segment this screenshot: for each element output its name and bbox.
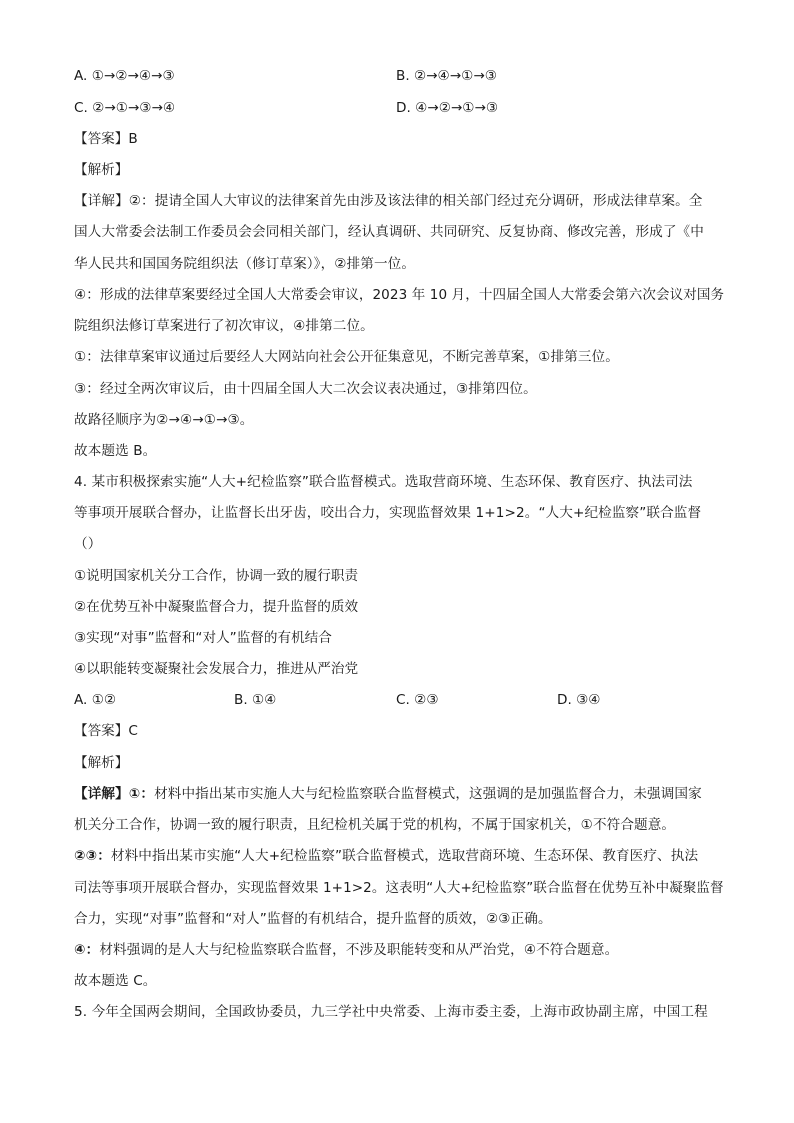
detail-marker: 【详解】①： xyxy=(74,786,155,802)
detail-marker: ②③： xyxy=(74,848,111,864)
q4-detail-line xyxy=(74,815,724,835)
q4-detail-line xyxy=(74,971,724,991)
q3-detail-line: ④：形成的法律草案要经过全国人大常委会审议，2023 年 10 月，十四届全国人大常委会第六次会议对国务 xyxy=(74,287,725,303)
option-letter: D. xyxy=(396,100,411,116)
q3-detail-line: 故本题选 B。 xyxy=(74,443,157,459)
q3-detail-line: 国人大常委会法制工作委员会会同相关部门，经认真调研、共同研究、反复协商、修改完善，形成了《中 xyxy=(74,224,704,240)
q4-detail-line xyxy=(74,878,724,898)
option-text: ①④ xyxy=(251,692,277,708)
option-letter: C. xyxy=(396,692,410,708)
q4-stem-line: 4. 某市积极探索实施“人大+纪检监察”联合监督模式。选取营商环境、生态环保、教育医疗、执法司法 xyxy=(74,474,693,490)
q3-detail-line: ①：法律草案审议通过后要经人大网站向社会公开征集意见，不断完善草案，①排第三位。 xyxy=(74,349,619,365)
detail-marker: ④： xyxy=(74,942,100,958)
option-letter: C. xyxy=(74,100,88,116)
q4-option-d xyxy=(557,690,601,710)
q3-analysis-label: 【解析】 xyxy=(74,162,129,178)
option-text: ②③ xyxy=(414,692,439,708)
q3-detail-line: ③：经过全两次审议后，由十四届全国人大二次会议表决通过，③排第四位。 xyxy=(74,381,537,397)
option-letter: A. xyxy=(74,692,88,708)
option-text: ②→①→③→④ xyxy=(92,100,176,116)
q3-option-c xyxy=(74,98,175,118)
q5-stem-line: 5. 今年全国两会期间，全国政协委员，九三学社中央常委、上海市委主委，上海市政协副主席，中国工程 xyxy=(74,1004,708,1020)
q3-detail-line: 华人民共和国国务院组织法（修订草案）》，②排第一位。 xyxy=(74,256,416,272)
option-letter: B. xyxy=(396,68,410,84)
detail-text: 材料强调的是人大与纪检监察联合监督，不涉及职能转变和从严治党，④不符合题意。 xyxy=(99,942,619,958)
q4-detail-line xyxy=(74,909,724,929)
option-text: ①→②→④→③ xyxy=(91,68,175,84)
detail-text: 合力，实现“对事”监督和“对人”监督的有机结合，提升监督的质效，②③正确。 xyxy=(74,911,552,927)
detail-text: 材料中指出某市实施人大与纪检监察联合监督模式，这强调的是加强监督合力，未强调国家 xyxy=(154,786,702,802)
q3-answer: 【答案】B xyxy=(74,131,138,147)
detail-text: 司法等事项开展联合督办，实现监督效果 1+1>2。这表明“人大+纪检监察”联合监督在优势互补中凝聚监督 xyxy=(74,880,724,896)
q3-detail-line: 院组织法修订草案进行了初次审议，④排第二位。 xyxy=(74,318,374,334)
q3-option-d xyxy=(396,98,498,118)
option-text: ③④ xyxy=(576,692,601,708)
detail-text: 故本题选 C。 xyxy=(74,973,157,989)
q4-stem-line: 等事项开展联合督办，让监督长出牙齿，咬出合力，实现监督效果 1+1>2。“人大+纪检监察”联合监督 xyxy=(74,505,702,521)
option-text: ②→④→①→③ xyxy=(413,68,497,84)
q4-statement: ④以职能转变凝聚社会发展合力，推进从严治党 xyxy=(74,661,359,677)
q4-answer: 【答案】C xyxy=(74,723,138,739)
q3-option-b xyxy=(396,66,497,86)
q4-statement: ③实现“对事”监督和“对人”监督的有机结合 xyxy=(74,630,332,646)
q4-option-b xyxy=(234,690,276,710)
q4-detail-line xyxy=(74,846,724,866)
q4-analysis-label: 【解析】 xyxy=(74,755,129,771)
option-letter: A. xyxy=(74,68,88,84)
detail-text: 机关分工合作，协调一致的履行职责，且纪检机关属于党的机构，不属于国家机关，①不符合题意。 xyxy=(74,817,676,833)
q3-option-a xyxy=(74,66,175,86)
detail-text: 材料中指出某市实施“人大+纪检监察”联合监督模式，选取营商环境、生态环保、教育医疗、执法 xyxy=(110,848,699,864)
q4-statement: ①说明国家机关分工合作，协调一致的履行职责 xyxy=(74,568,359,584)
q4-statement: ②在优势互补中凝聚监督合力，提升监督的质效 xyxy=(74,599,359,615)
option-text: ①② xyxy=(91,692,117,708)
q4-detail-line xyxy=(74,940,724,960)
q4-detail-line xyxy=(74,784,724,804)
option-text: ④→②→①→③ xyxy=(415,100,499,116)
option-letter: D. xyxy=(557,692,572,708)
q3-detail-line: 故路径顺序为②→④→①→③。 xyxy=(74,412,254,428)
option-letter: B. xyxy=(234,692,248,708)
q3-detail-line: 【详解】②：提请全国人大审议的法律案首先由涉及该法律的相关部门经过充分调研，形成法律草案。全 xyxy=(74,193,703,209)
q4-stem-line: （） xyxy=(74,536,102,552)
q4-option-c xyxy=(396,690,439,710)
q4-option-a xyxy=(74,690,116,710)
